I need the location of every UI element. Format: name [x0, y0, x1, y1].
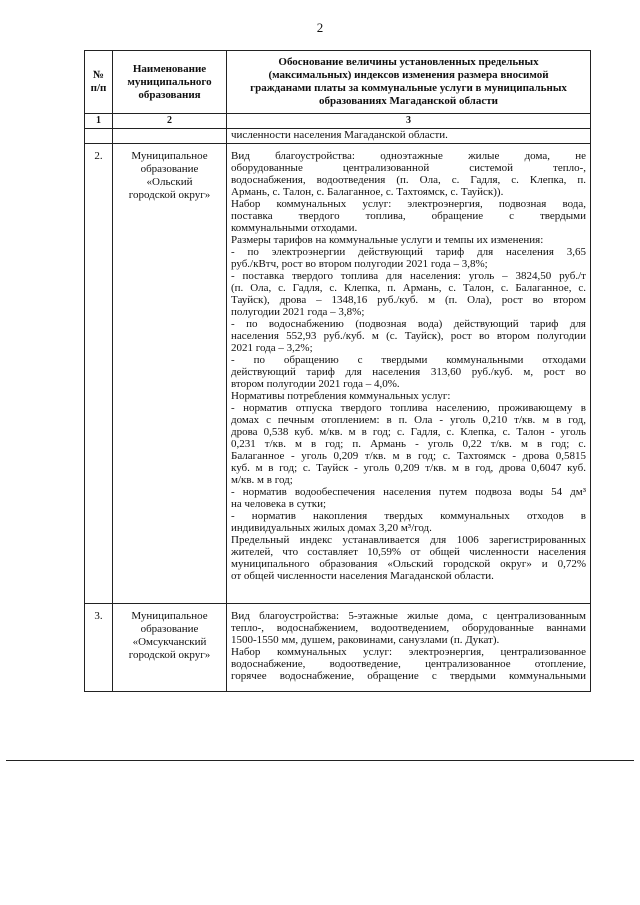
- text-line: 2021 года – 3,2%;: [231, 342, 313, 354]
- text-line: коммунальными отходами.: [231, 222, 358, 234]
- table-row: [85, 604, 591, 692]
- text-line: населения 552,93 руб./куб. м (с. Тауйск), рост во втором полугодии: [231, 330, 586, 342]
- indices-table: [84, 50, 591, 692]
- continuation-row: [85, 129, 591, 144]
- column-number: 2: [113, 114, 227, 129]
- header-line: муниципального: [127, 75, 212, 88]
- text-line: Вид благоустройства: 5-этажные жилые дома, с централизованным: [231, 610, 586, 622]
- header-justification: [227, 51, 591, 114]
- text-line: дрова 0,538 куб. м/кв. м в год; с. Гадля, с. Клепка, с. Талон - уголь: [231, 426, 586, 438]
- header-line: (максимальных) индексов изменения размера вносимой: [268, 69, 549, 81]
- footer-rule: [6, 760, 634, 761]
- column-number: 3: [227, 114, 591, 129]
- municipality-name: [113, 144, 227, 604]
- row-number: 2.: [85, 144, 113, 604]
- text-line: индивидуальных жилых домах 3,20 м³/год.: [231, 522, 432, 534]
- text-line: муниципального образования «Ольский городской округ» и 0,72%: [231, 558, 586, 570]
- text-line: 1500-1550 мм, душем, раковинами, санузлами (п. Дукат).: [231, 634, 500, 646]
- municipality-line: «Омсукчанский: [132, 636, 207, 648]
- text-line: - норматив накопления твердых коммунальных отходов в: [231, 510, 586, 522]
- text-line: Предельный индекс устанавливается для 1006 зарегистрированных: [231, 534, 586, 546]
- header-line: гражданами платы за коммунальные услуги в муниципальных: [250, 82, 567, 94]
- municipality-line: образование: [140, 163, 199, 175]
- text-line: руб./кВтч, рост во втором полугодии 2021 года – 3,8%;: [231, 258, 488, 270]
- text-line: - по водоснабжению (подвозная вода) действующий тариф для: [231, 318, 586, 330]
- text-line: жителей, что составляет 10,59% от общей численности населения: [231, 546, 586, 558]
- municipality-line: городской округ»: [128, 189, 211, 201]
- continuation-text: численности населения Магаданской области.: [227, 129, 591, 144]
- justification-text: [227, 144, 591, 604]
- text-line: на человека в сутки;: [231, 498, 327, 510]
- header-line: образованиях Магаданской области: [319, 95, 498, 107]
- text-line: - поставка твердого топлива для населения: уголь – 3824,50 руб./т: [231, 270, 586, 282]
- text-line: поставка твердого топлива, обращение с твердыми: [231, 210, 586, 222]
- text-line: - норматив водообеспечения населения путем подвоза воды 54 дм³: [231, 486, 586, 498]
- page-number: 2: [316, 20, 324, 35]
- text-line: Армань, с. Талон, с. Балаганное, с. Тахтоямск, с. Тауйск)).: [231, 186, 504, 198]
- municipality-line: «Ольский: [146, 176, 193, 188]
- text-line: втором полугодии 2021 года – 4,0%.: [231, 378, 400, 390]
- text-line: м/кв. м в год;: [231, 474, 293, 486]
- text-line: домах с печным отоплением: в п. Ола - уголь 0,210 т/кв. м в год,: [231, 414, 586, 426]
- table-header-row: [85, 51, 591, 114]
- text-line: Нормативы потребления коммунальных услуг:: [231, 390, 451, 402]
- header-number: [85, 51, 113, 114]
- municipality-line: Муниципальное: [131, 150, 208, 162]
- header-municipality: [113, 51, 227, 114]
- text-line: 0,231 т/кв. м в год; п. Армань - уголь 0,22 т/кв. м в год; с.: [231, 438, 586, 450]
- text-line: Вид благоустройства: одноэтажные жилые дома, не: [231, 150, 586, 162]
- text-line: Набор коммунальных услуг: электроэнергия, подвозная вода,: [231, 198, 586, 210]
- column-number-row: [85, 114, 591, 129]
- text-line: полугодии 2021 года – 3,8%;: [231, 306, 365, 318]
- text-line: Набор коммунальных услуг: электроэнергия, централизованное: [231, 646, 586, 658]
- text-line: горячее водоснабжение, обращение с твердыми коммунальными: [231, 670, 586, 682]
- municipality-line: Муниципальное: [131, 610, 208, 622]
- column-number: 1: [85, 114, 113, 129]
- table-row: [85, 144, 591, 604]
- text-line: - норматив отпуска твердого топлива населению, проживающему в: [231, 402, 586, 414]
- text-line: тепло-, водоснабжением, водоотведением, оборудованные ваннами: [231, 622, 586, 634]
- municipality-name: [113, 604, 227, 692]
- text-line: Балаганное - уголь 0,209 т/кв. м в год; с. Тахтоямск - дрова 0,5815: [231, 450, 586, 462]
- header-line: п/п: [90, 82, 107, 94]
- text-line: водоснабжение, водоотведение, централизованное отопление,: [231, 658, 586, 670]
- text-line: от общей численности населения Магаданской области.: [231, 570, 494, 582]
- text-line: Тауйск), дрова – 1348,16 руб./куб. м (п. Ола), рост во втором: [231, 294, 586, 306]
- text-line: водоснабжения, водоотведения (п. Ола, с. Гадля, с. Клепка, п.: [231, 174, 586, 186]
- text-line: (п. Ола, с. Гадля, с. Клепка, п. Армань, с. Талон, с. Балаганное, с.: [231, 282, 586, 294]
- text-line: действующий тариф для населения 313,60 руб./куб. м, рост во: [231, 366, 586, 378]
- justification-text: [227, 604, 591, 692]
- municipality-line: образование: [140, 623, 199, 635]
- text-line: оборудованные централизованной системой тепло-,: [231, 162, 586, 174]
- text-line: - по обращению с твердыми коммунальными отходами: [231, 354, 586, 366]
- text-line: Размеры тарифов на коммунальные услуги и темпы их изменения:: [231, 234, 544, 246]
- header-line: образования: [138, 88, 201, 101]
- text-line: куб. м в год; с. Тауйск - уголь 0,209 т/кв. м в год, дрова 0,6047 куб.: [231, 462, 586, 474]
- row-number: 3.: [85, 604, 113, 692]
- header-line: Обоснование величины установленных предельных: [278, 56, 539, 68]
- header-line: Наименование: [132, 62, 207, 75]
- text-line: - по электроэнергии действующий тариф для населения 3,65: [231, 246, 586, 258]
- municipality-line: городской округ»: [128, 649, 211, 661]
- header-line: №: [92, 69, 105, 81]
